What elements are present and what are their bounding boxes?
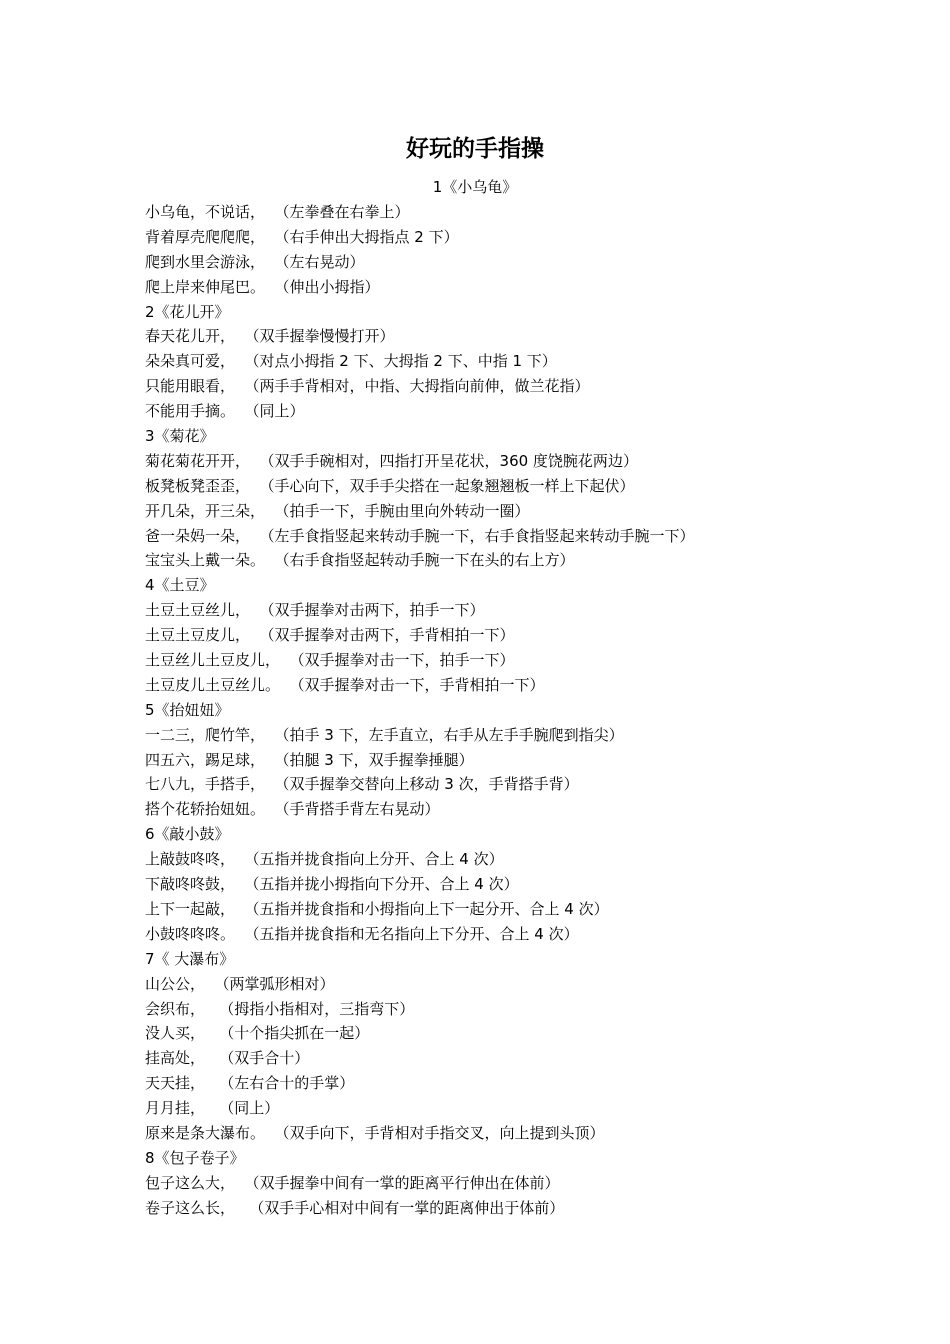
text-line: 菊花菊花开开， （双手手碗相对，四指打开呈花状，360 度饶腕花两边） <box>145 451 638 470</box>
section-heading: 6《敲小鼓》 <box>145 825 230 844</box>
section-heading-1: 1《小乌龟》 <box>432 178 518 196</box>
text-line: 小乌龟，不说话， （左拳叠在右拳上） <box>145 203 410 221</box>
text-line: 包子这么大， （双手握拳中间有一掌的距离平行伸出在体前） <box>145 1173 560 1192</box>
text-line: 土豆丝儿土豆皮儿， （双手握拳对击一下，拍手一下） <box>145 651 515 670</box>
section-heading: 3《菊花》 <box>145 427 215 446</box>
text-line: 朵朵真可爱， （对点小拇指 2 下、大拇指 2 下、中指 1 下） <box>145 352 557 371</box>
text-line: 开几朵，开三朵， （拍手一下，手腕由里向外转动一圈） <box>145 501 530 520</box>
text-line: 土豆土豆丝儿， （双手握拳对击两下，拍手一下） <box>145 601 485 620</box>
text-line: 爬上岸来伸尾巴。 （伸出小拇指） <box>145 277 380 296</box>
text-line: 只能用眼看， （两手手背相对，中指、大拇指向前伸，做兰花指） <box>145 377 590 396</box>
text-line: 天天挂， （左右合十的手掌） <box>145 1074 355 1093</box>
text-line: 板凳板凳歪歪， （手心向下，双手手尖搭在一起象翘翘板一样上下起伏） <box>145 476 635 495</box>
text-line: 挂高处， （双手合十） <box>145 1049 310 1068</box>
text-line: 爸一朵妈一朵， （左手食指竖起来转动手腕一下，右手食指竖起来转动手腕一下） <box>145 526 695 545</box>
text-line: 月月挂， （同上） <box>145 1099 280 1118</box>
section-heading: 4《土豆》 <box>145 576 215 595</box>
text-line: 原来是条大瀑布。 （双手向下，手背相对手指交叉，向上提到头顶） <box>145 1123 605 1142</box>
text-line: 上下一起敲， （五指并拢食指和小拇指向上下一起分开、合上 4 次） <box>145 899 609 918</box>
text-line: 土豆土豆皮儿， （双手握拳对击两下，手背相拍一下） <box>145 626 515 645</box>
text-line: 爬到水里会游泳， （左右晃动） <box>145 252 365 271</box>
page-title: 好玩的手指操 <box>406 136 544 162</box>
text-line: 四五六，踢足球， （拍腿 3 下，双手握拳捶腿） <box>145 750 474 769</box>
text-line: 下敲咚咚鼓， （五指并拢小拇指向下分开、合上 4 次） <box>145 875 519 894</box>
text-line: 背着厚壳爬爬爬， （右手伸出大拇指点 2 下） <box>145 227 459 246</box>
text-line: 小鼓咚咚咚。 （五指并拢食指和无名指向上下分开、合上 4 次） <box>145 924 579 943</box>
text-line: 宝宝头上戴一朵。 （右手食指竖起转动手腕一下在头的右上方） <box>145 551 575 570</box>
section-heading: 8《包子卷子》 <box>145 1148 245 1167</box>
section-heading: 7《 大瀑布》 <box>145 949 235 968</box>
text-line: 没人买， （十个指尖抓在一起） <box>145 1024 370 1043</box>
text-line: 一二三，爬竹竿， （拍手 3 下，左手直立，右手从左手手腕爬到指尖） <box>145 725 624 744</box>
text-line: 卷子这么长， （双手手心相对中间有一掌的距离伸出于体前） <box>145 1198 565 1217</box>
content-lines <box>145 200 845 1221</box>
text-line: 山公公， （两掌弧形相对） <box>145 974 335 993</box>
text-line: 会织布， （拇指小指相对，三指弯下） <box>145 999 415 1018</box>
text-line: 春天花儿开， （双手握拳慢慢打开） <box>145 327 395 346</box>
section-heading: 2《花儿开》 <box>145 302 230 321</box>
text-line: 七八九，手搭手， （双手握拳交替向上移动 3 次，手背搭手背） <box>145 775 579 794</box>
section-heading: 5《抬妞妞》 <box>145 700 230 719</box>
text-line: 土豆皮儿土豆丝儿。 （双手握拳对击一下，手背相拍一下） <box>145 675 545 694</box>
text-line: 上敲鼓咚咚， （五指并拢食指向上分开、合上 4 次） <box>145 850 504 869</box>
text-line: 不能用手摘。 （同上） <box>145 402 305 421</box>
text-line: 搭个花轿抬妞妞。 （手背搭手背左右晃动） <box>145 800 440 819</box>
